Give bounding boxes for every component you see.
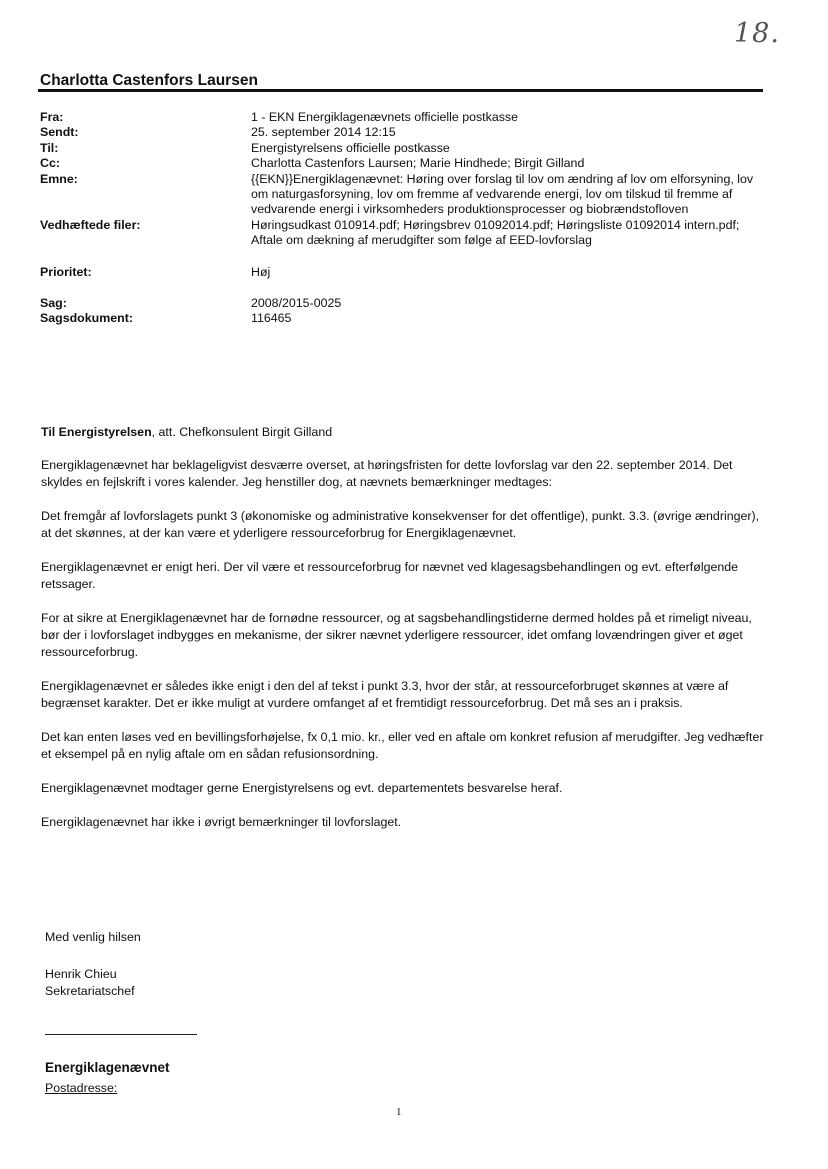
case-document-value: 116465 xyxy=(251,311,292,326)
sent-label: Sendt: xyxy=(40,125,79,140)
header-cc xyxy=(40,156,770,171)
body-paragraph: Energiklagenævnet har beklageligvist desværre overset, at høringsfristen for dette lovforslag var den 22. september 2014. Det skyldes en fejlskrift i vores kalender. Jeg henstiller dog, at nævnets bemærkninger medtages: xyxy=(41,458,733,489)
subject-label: Emne: xyxy=(40,171,78,186)
signer-title: Sekretariatschef xyxy=(45,984,135,998)
organization-name: Energiklagenævnet xyxy=(45,1060,170,1075)
subject-value: {{EKN}}Energiklagenævnet: Høring over forslag til lov om ændring af lov om elforsyning, lov om naturgasforsyning, lov om fremme af vedvarende energi, lov om tilskud til fremme af vedvarende energi i virksomheders produktionsprocesser og biobrændstofloven xyxy=(251,171,754,217)
email-headers xyxy=(40,110,770,327)
body-paragraph: Energiklagenævnet er enigt heri. Der vil være et ressourceforbrug for nævnet ved klagesagsbehandlingen og evt. efterfølgende retssager. xyxy=(41,560,739,591)
header-to xyxy=(40,141,770,156)
salutation-attention: , att. Chefkonsulent Birgit Gilland xyxy=(151,425,333,439)
signoff: Med venlig hilsen xyxy=(45,930,141,944)
body-paragraph: Energiklagenævnet er således ikke enigt i den del af tekst i punkt 3.3, hvor der står, at ressourceforbruget skønnes at være af begrænset karakter. Det er ikke muligt at vurdere omfanget af et fremtidigt ressourceforbrug. Det må ses an i praksis. xyxy=(41,679,729,710)
sent-value: 25. september 2014 12:15 xyxy=(251,125,396,140)
signature-rule xyxy=(45,1034,197,1035)
body-paragraph: Det kan enten løses ved en bevillingsforhøjelse, fx 0,1 mio. kr., eller ved en aftale om konkret refusion af merudgifter. Jeg vedhæfter et eksempel på en nylig aftale om en sådan refusionsordning. xyxy=(41,730,764,761)
priority-label: Prioritet: xyxy=(40,264,92,279)
letter-body xyxy=(41,424,771,848)
header-from xyxy=(40,110,770,125)
postal-colon: : xyxy=(113,1081,118,1095)
page-number: 1 xyxy=(396,1106,402,1118)
body-paragraph: Energiklagenævnet har ikke i øvrigt bemærkninger til lovforslaget. xyxy=(41,815,402,829)
body-paragraph: Energiklagenævnet modtager gerne Energistyrelsens og evt. departementets besvarelse heraf. xyxy=(41,781,563,795)
header-sent xyxy=(40,125,770,140)
signer-name: Henrik Chieu xyxy=(45,967,117,981)
postal-address-label xyxy=(45,1081,117,1095)
case-label: Sag: xyxy=(40,296,67,311)
header-case-document xyxy=(40,311,770,326)
cc-label: Cc: xyxy=(40,156,60,171)
case-document-label: Sagsdokument: xyxy=(40,311,133,326)
from-value: 1 - EKN Energiklagenævnets officielle postkasse xyxy=(251,110,518,124)
attachments-label: Vedhæftede filer: xyxy=(40,217,141,232)
header-priority xyxy=(40,265,770,280)
postal-label: Postadresse xyxy=(45,1081,114,1095)
body-paragraph: Det fremgår af lovforslagets punkt 3 (økonomiske og administrative konsekvenser for det offentlige), punkt. 3.3. (øvrige ændringer), at det skønnes, at der kan være et yderligere ressourceforbrug for Energiklagenævnet. xyxy=(41,509,760,540)
salutation-recipient: Til Energistyrelsen xyxy=(41,425,152,439)
salutation xyxy=(41,424,771,441)
signer-block xyxy=(45,966,135,1000)
header-subject xyxy=(40,172,770,218)
header-attachments xyxy=(40,218,770,249)
priority-value: Høj xyxy=(251,264,271,279)
from-label: Fra: xyxy=(40,110,64,124)
attachments-value: Høringsudkast 010914.pdf; Høringsbrev 01092014.pdf; Høringsliste 01092014 intern.pdf; Aftale om dækning af merudgifter som følge af EED-lovforslag xyxy=(251,217,740,248)
to-value: Energistyrelsens officielle postkasse xyxy=(251,140,450,155)
handwritten-page-number: 18. xyxy=(734,18,780,49)
body-paragraph: For at sikre at Energiklagenævnet har de fornødne ressourcer, og at sagsbehandlingstiderne dermed holdes på et rimeligt niveau, bør der i lovforslaget indbygges en mekanisme, der sikrer nævnet yderligere ressourcer, idet omfang lovændringen giver et øget ressourceforbrug. xyxy=(41,611,752,659)
header-rule xyxy=(38,89,763,92)
case-value: 2008/2015-0025 xyxy=(251,296,342,311)
sender-name: Charlotta Castenfors Laursen xyxy=(40,72,258,89)
header-case xyxy=(40,296,770,311)
to-label: Til: xyxy=(40,140,59,155)
cc-value: Charlotta Castenfors Laursen; Marie Hindhede; Birgit Gilland xyxy=(251,156,585,171)
